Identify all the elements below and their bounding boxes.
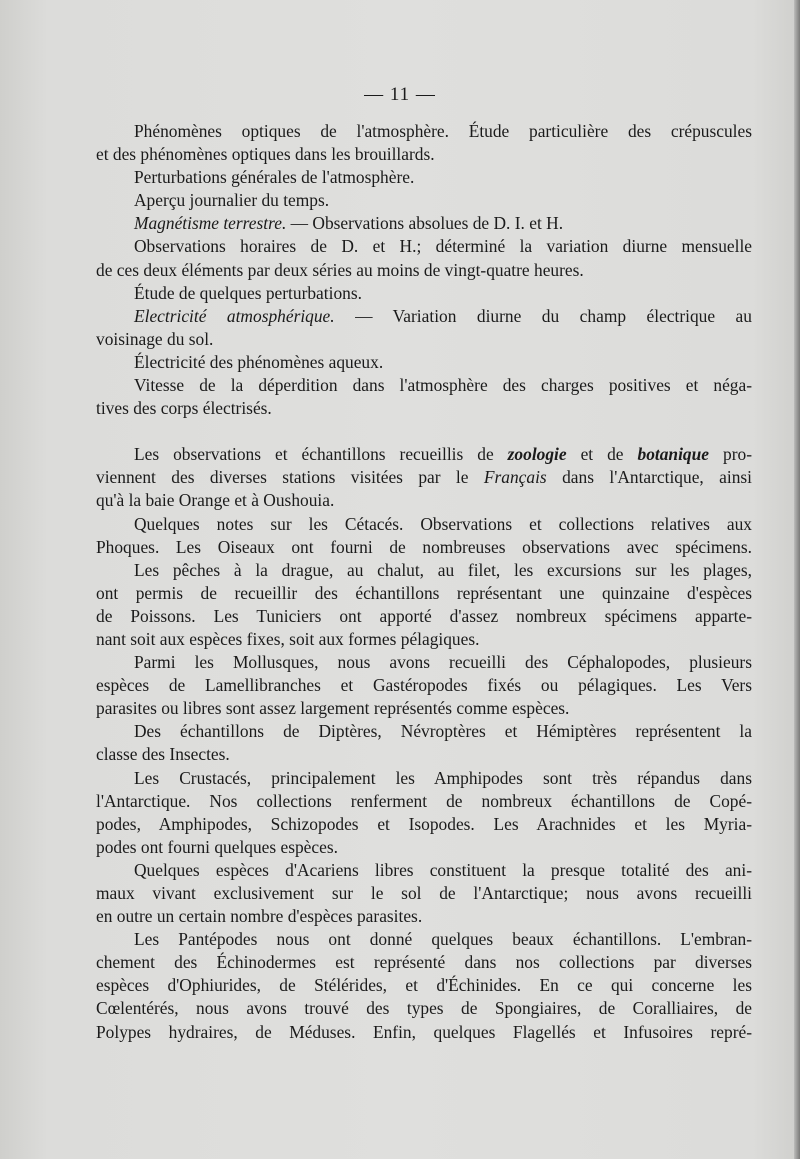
text-line: Quelques notes sur les Cétacés. Observations et collections relatives aux [134,513,752,534]
text-line: de Poissons. Les Tuniciers ont apporté d'assez nombreux spécimens apparte- [96,605,752,626]
text-line: Phénomènes optiques de l'atmosphère. Étude particulière des crépuscules [134,121,752,141]
text-line: Cœlentérés, nous avons trouvé des types de Spongiaires, de Coralliaires, de [96,998,752,1019]
text-line: voisinage du sol. [96,328,214,349]
text-line: classe des Insectes. [96,744,230,765]
text-line: chement des Échinodermes est représenté dans nos collections par diverses [96,952,752,973]
text-line: Parmi les Mollusques, nous avons recueilli des Céphalopodes, plusieurs [134,652,752,673]
text-line: Observations horaires de D. et H.; déterminé la variation diurne mensuelle [134,236,752,257]
text-line: Phoques. Les Oiseaux ont fourni de nombreuses observations avec spécimens. [96,536,752,557]
text-line: Quelques espèces d'Acariens libres constituent la presque totalité des ani- [134,859,752,880]
text-line: ont permis de recueillir des échantillons représentant une quinzaine d'espèces [96,582,752,603]
text-line: Étude de quelques perturbations. [134,282,362,303]
text-line: Les Pantépodes nous ont donné quelques beaux échantillons. L'embran- [134,929,752,950]
body-text [96,120,752,1044]
text-line: espèces de Lamellibranches et Gastéropodes fixés ou pélagiques. Les Vers [96,675,752,696]
text-line: Polypes hydraires, de Méduses. Enfin, quelques Flagellés et Infusoires repré- [96,1021,752,1042]
text-line: podes, Amphipodes, Schizopodes et Isopodes. Les Arachnides et les Myria- [96,813,752,834]
text-span: Les observations et échantillons recueillis de [134,444,508,465]
text-span: — Observations absolues de D. I. et H. [286,213,564,234]
italic-term: botanique [637,444,710,465]
text-line [96,212,752,235]
text-line: maux vivant exclusivement sur le sol de l'Antarctique; nous avons recueilli [96,883,752,903]
text-line: Les Crustacés, principalement les Amphipodes sont très répandus dans [134,767,752,788]
text-line: qu'à la baie Orange et à Oushouia. [96,490,335,511]
italic-term: Magnétisme terrestre. [134,213,287,234]
text-line [96,443,752,466]
paragraph-gap [96,420,752,443]
text-line [96,466,752,489]
text-line: Électricité des phénomènes aqueux. [134,351,384,372]
text-line: tives des corps électrisés. [96,398,272,419]
text-span: viennent des diverses stations visitées par le [96,467,484,488]
text-line: Aperçu journalier du temps. [134,190,330,211]
text-line: l'Antarctique. Nos collections renferment de nombreux échantillons de Copé- [96,790,752,811]
text-line: parasites ou libres sont assez largement représentés comme espèces. [96,698,570,719]
text-line: Des échantillons de Diptères, Névroptères et Hémiptères représentent la [134,721,752,742]
text-line: espèces d'Ophiurides, de Stélérides, et d'Échinides. En ce qui concerne les [96,975,752,996]
page-number: — 11 — [364,84,436,105]
text-line: nant soit aux espèces fixes, soit aux formes pélagiques. [96,628,480,649]
text-span: et de [566,444,638,465]
italic-term: Electricité atmosphérique. [134,305,335,326]
text-line: et des phénomènes optiques dans les brouillards. [96,144,435,165]
italic-term: zoologie [507,444,567,465]
text-line: Les pêches à la drague, au chalut, au filet, les excursions sur les plages, [134,559,752,580]
text-line: Vitesse de la déperdition dans l'atmosphère des charges positives et néga- [134,375,752,396]
text-line [96,305,752,328]
text-span: — Variation diurne du champ électrique au [334,305,752,326]
text-span: dans l'Antarctique, ainsi [546,467,752,488]
italic-term: Français [483,467,547,488]
text-line: en outre un certain nombre d'espèces parasites. [96,906,423,927]
page-edge-shadow [794,0,800,1159]
text-span: pro- [709,444,752,465]
text-line: podes ont fourni quelques espèces. [96,836,338,857]
text-line: de ces deux éléments par deux séries au moins de vingt-quatre heures. [96,259,584,280]
text-line: Perturbations générales de l'atmosphère. [134,167,415,188]
